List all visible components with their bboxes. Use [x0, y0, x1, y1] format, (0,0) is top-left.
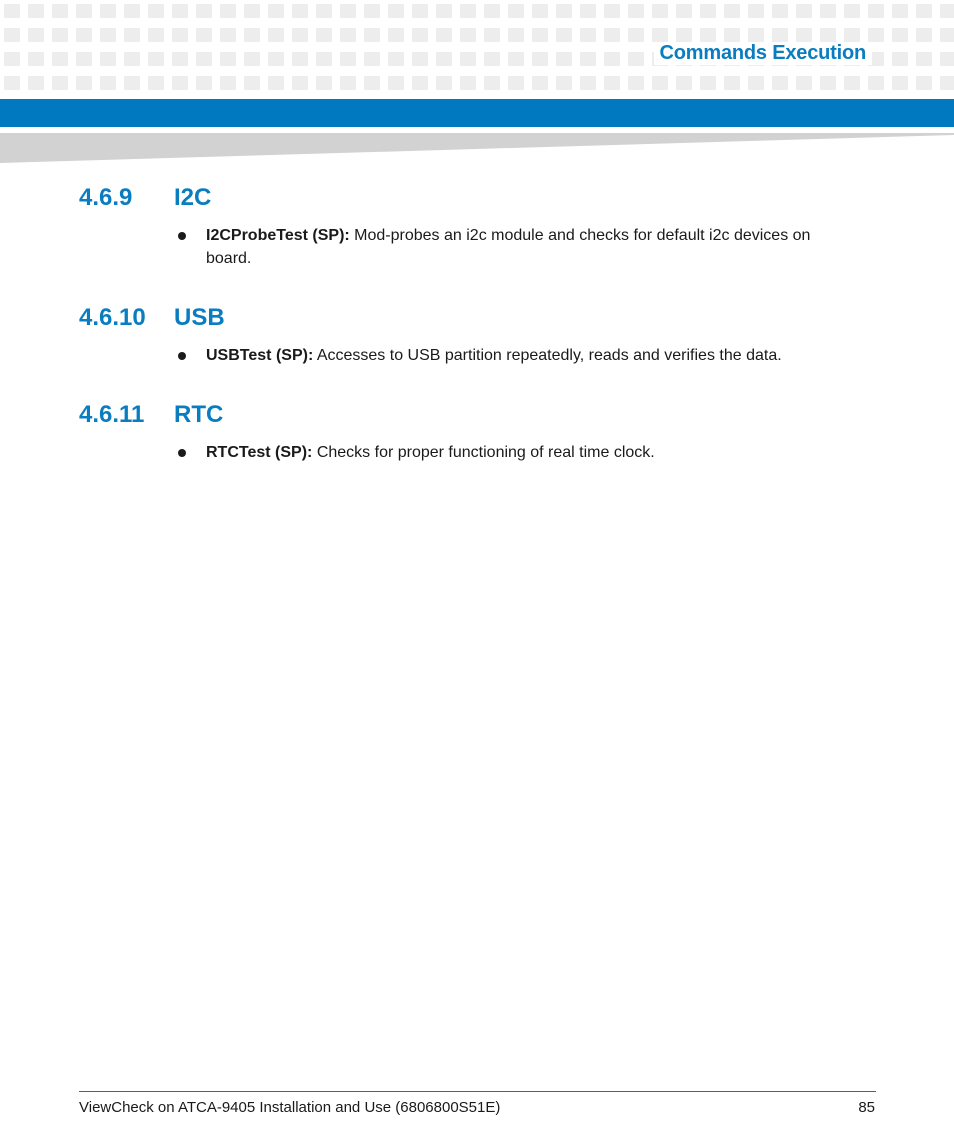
- header-dot: [220, 52, 236, 66]
- header-dot: [244, 52, 260, 66]
- header-dot: [580, 76, 596, 90]
- header-dot: [124, 76, 140, 90]
- header-dot: [676, 28, 692, 42]
- header-dot: [4, 28, 20, 42]
- header-dot: [148, 4, 164, 18]
- header-dot: [436, 4, 452, 18]
- header-dot: [196, 76, 212, 90]
- header-dot: [508, 76, 524, 90]
- header-dot: [76, 28, 92, 42]
- header-dot: [580, 52, 596, 66]
- header-dot: [796, 28, 812, 42]
- section-title: I2C: [174, 184, 212, 211]
- header-dot: [340, 76, 356, 90]
- header-dot: [244, 4, 260, 18]
- list-item-description: Mod-probes an i2c module and checks for default i2c devices on board.: [206, 227, 811, 267]
- header-dot: [28, 52, 44, 66]
- header-dot: [364, 28, 380, 42]
- list-item-term: I2CProbeTest (SP):: [206, 227, 350, 244]
- section-title: RTC: [174, 401, 224, 428]
- header-dot: [700, 76, 716, 90]
- header-dot: [892, 28, 908, 42]
- header-dot: [148, 76, 164, 90]
- header-dot: [364, 4, 380, 18]
- header-dot: [52, 4, 68, 18]
- header-dot: [484, 4, 500, 18]
- header-dot: [412, 28, 428, 42]
- header-dot: [388, 4, 404, 18]
- header-dot: [772, 4, 788, 18]
- header-dot: [340, 52, 356, 66]
- header-dot: [4, 76, 20, 90]
- header-dot: [508, 4, 524, 18]
- header-dot: [100, 28, 116, 42]
- header-dot: [844, 76, 860, 90]
- header-dot: [628, 28, 644, 42]
- header-dot: [652, 76, 668, 90]
- header-dot: [412, 76, 428, 90]
- header-dot: [772, 28, 788, 42]
- header-dot: [820, 28, 836, 42]
- header-dot: [172, 4, 188, 18]
- page-number: 85: [858, 1099, 875, 1116]
- header-dot: [292, 52, 308, 66]
- bullet-dot-icon: [178, 352, 186, 360]
- header-dot: [580, 28, 596, 42]
- footer-rule: [79, 1091, 876, 1092]
- list-item: [178, 224, 848, 270]
- header-dot: [796, 4, 812, 18]
- header-dot: [532, 52, 548, 66]
- header-dot: [700, 28, 716, 42]
- header-dot: [100, 52, 116, 66]
- header-dot: [460, 76, 476, 90]
- header-dot: [388, 52, 404, 66]
- header-dot: [124, 4, 140, 18]
- header-dot: [28, 28, 44, 42]
- header-dot: [748, 28, 764, 42]
- header-dot: [268, 52, 284, 66]
- bullet-dot-icon: [178, 449, 186, 457]
- header-dot: [892, 4, 908, 18]
- list-item-text: [206, 344, 848, 367]
- header-dot: [628, 52, 644, 66]
- header-dot: [724, 4, 740, 18]
- header-dot: [244, 28, 260, 42]
- header-dot: [508, 28, 524, 42]
- list-item: [178, 441, 848, 464]
- header-dot: [556, 28, 572, 42]
- header-dot: [796, 76, 812, 90]
- list-item-term: USBTest (SP):: [206, 347, 314, 364]
- header-dot: [724, 28, 740, 42]
- header-dot: [652, 28, 668, 42]
- header-dot: [196, 28, 212, 42]
- header-dot: [604, 52, 620, 66]
- header-dot: [940, 52, 954, 66]
- header-dot: [700, 4, 716, 18]
- header-dot: [436, 76, 452, 90]
- header-dot: [76, 52, 92, 66]
- header-dot: [892, 52, 908, 66]
- list-item-description: Accesses to USB partition repeatedly, reads and verifies the data.: [313, 347, 782, 364]
- header-dot: [844, 4, 860, 18]
- list-item-text: [206, 224, 848, 270]
- header-dot: [820, 4, 836, 18]
- header-dot: [76, 76, 92, 90]
- header-dot: [868, 28, 884, 42]
- header-dot: [772, 76, 788, 90]
- header-dot: [124, 28, 140, 42]
- header-dot: [28, 76, 44, 90]
- header-dot: [484, 76, 500, 90]
- header-dot: [940, 76, 954, 90]
- header-dot: [148, 52, 164, 66]
- header-dot: [172, 28, 188, 42]
- section-number: 4.6.11: [79, 401, 145, 428]
- header-dot: [868, 76, 884, 90]
- header-dot: [556, 4, 572, 18]
- header-dot: [4, 4, 20, 18]
- header-dot: [916, 4, 932, 18]
- header-dot: [748, 4, 764, 18]
- header-dot: [412, 52, 428, 66]
- header-dot: [364, 52, 380, 66]
- list-item: [178, 344, 848, 367]
- header-dot: [220, 4, 236, 18]
- header-dot: [460, 52, 476, 66]
- header-dot: [100, 76, 116, 90]
- header-dot: [556, 76, 572, 90]
- header-dot: [628, 4, 644, 18]
- header-dot: [628, 76, 644, 90]
- header-dot: [28, 4, 44, 18]
- header-dot: [76, 4, 92, 18]
- header-dot: [604, 4, 620, 18]
- list-item-term: RTCTest (SP):: [206, 444, 313, 461]
- header-dot: [172, 76, 188, 90]
- header-dot: [748, 76, 764, 90]
- list-item-description: Checks for proper functioning of real time clock.: [312, 444, 655, 461]
- header-dot: [52, 52, 68, 66]
- header-dot: [220, 28, 236, 42]
- header-dot: [268, 4, 284, 18]
- header-dot: [652, 4, 668, 18]
- header-dot: [4, 52, 20, 66]
- header-dot: [196, 52, 212, 66]
- section-number: 4.6.10: [79, 304, 146, 331]
- header-dot: [172, 52, 188, 66]
- header-dot: [460, 28, 476, 42]
- header-dot: [268, 28, 284, 42]
- section-number: 4.6.9: [79, 184, 133, 211]
- header-dot: [940, 28, 954, 42]
- header-dot: [892, 76, 908, 90]
- bullet-dot-icon: [178, 232, 186, 240]
- header-dot: [676, 76, 692, 90]
- header-dot: [580, 4, 596, 18]
- header-dot: [52, 76, 68, 90]
- header-dot: [220, 76, 236, 90]
- header-dot: [316, 4, 332, 18]
- header-grey-wedge: [0, 133, 954, 163]
- section-heading-usb: [79, 304, 225, 332]
- header-dot: [292, 28, 308, 42]
- header-dot: [532, 4, 548, 18]
- header-dot: [724, 76, 740, 90]
- header-dot: [460, 4, 476, 18]
- header-dot: [196, 4, 212, 18]
- header-dot: [484, 52, 500, 66]
- section-title: USB: [174, 304, 225, 331]
- header-dot: [556, 52, 572, 66]
- header-dot: [820, 76, 836, 90]
- running-header-title: Commands Execution: [654, 42, 872, 65]
- header-dot: [388, 28, 404, 42]
- header-dot: [148, 28, 164, 42]
- header-dot: [532, 28, 548, 42]
- footer-document-title: ViewCheck on ATCA-9405 Installation and Use (6806800S51E): [79, 1099, 501, 1116]
- header-dot: [244, 76, 260, 90]
- header-dot: [364, 76, 380, 90]
- header-dot: [844, 28, 860, 42]
- header-dot: [388, 76, 404, 90]
- header-blue-bar: [0, 99, 954, 127]
- section-heading-i2c: [79, 184, 211, 212]
- header-dot: [940, 4, 954, 18]
- header-dot: [268, 76, 284, 90]
- header-dot: [916, 76, 932, 90]
- header-dot: [604, 28, 620, 42]
- list-item-text: [206, 441, 848, 464]
- header-dot: [292, 4, 308, 18]
- header-dot: [604, 76, 620, 90]
- header-dot: [676, 4, 692, 18]
- header-dot: [100, 4, 116, 18]
- header-dot: [292, 76, 308, 90]
- header-dot: [340, 4, 356, 18]
- header-dot: [412, 4, 428, 18]
- header-dot: [532, 76, 548, 90]
- header-dot: [316, 76, 332, 90]
- header-dot: [316, 52, 332, 66]
- header-dot: [436, 28, 452, 42]
- header-dot: [508, 52, 524, 66]
- section-heading-rtc: [79, 401, 223, 429]
- header-dot: [484, 28, 500, 42]
- header-dot: [916, 52, 932, 66]
- header-dot: [52, 28, 68, 42]
- header-dot: [868, 4, 884, 18]
- header-dot: [316, 28, 332, 42]
- header-dot: [436, 52, 452, 66]
- header-dot: [340, 28, 356, 42]
- header-dot: [124, 52, 140, 66]
- header-dot: [916, 28, 932, 42]
